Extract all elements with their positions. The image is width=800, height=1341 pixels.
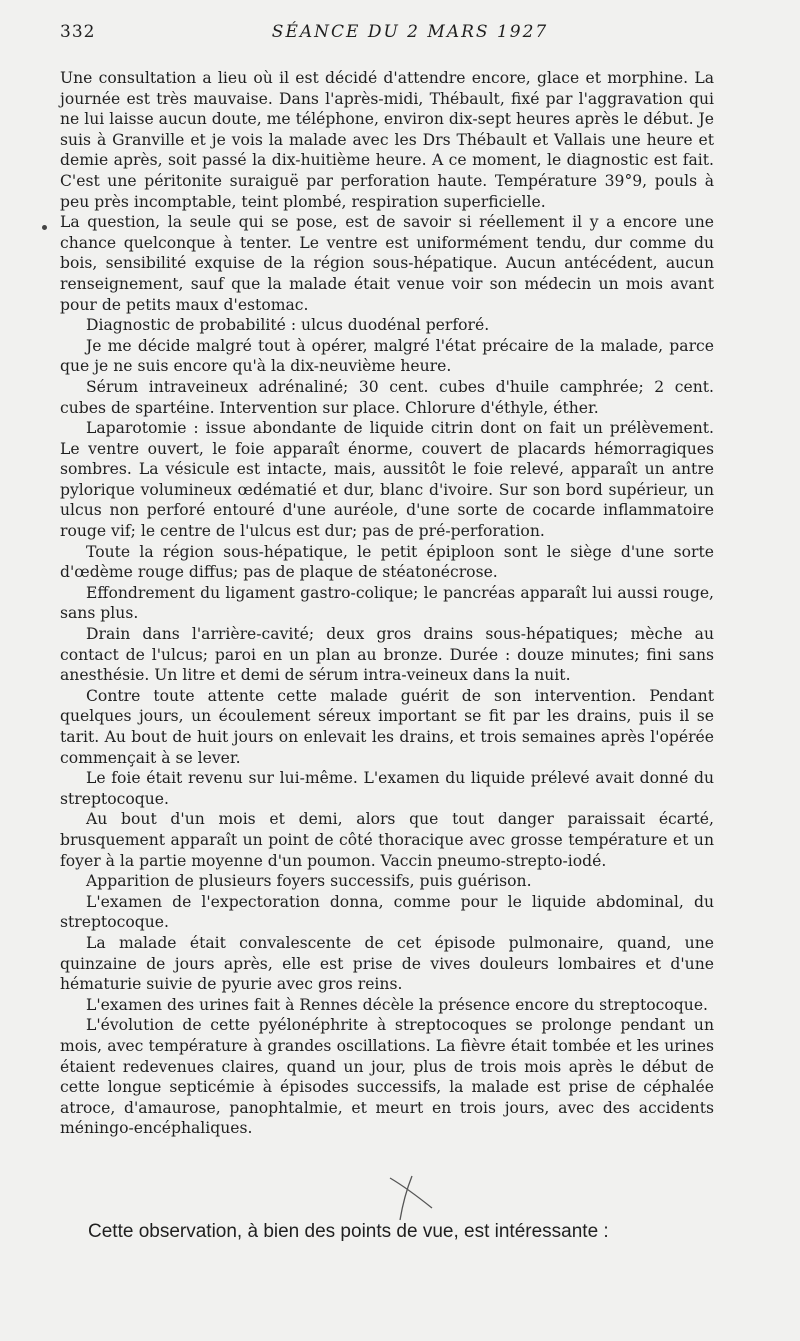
pen-mark-icon — [382, 1168, 442, 1228]
paragraph: Sérum intraveineux adrénaliné; 30 cent. cubes d'huile camphrée; 2 cent. cubes de spartéine. Intervention sur place. Chlorure d'éthyle, éther. — [60, 377, 714, 417]
page-header — [60, 22, 760, 50]
paragraph: L'évolution de cette pyélonéphrite à streptocoques se prolonge pendant un mois, avec température à grandes oscillations. La fièvre était tombée et les urines étaient redevenues claires, quand un jour, plus de trois mois après le début de cette longue septicémie à épisodes successifs, la malade est prise de céphalée atroce, d'amaurose, panophtalmie, et meurt en trois jours, avec des accidents méningo-encéphaliques. — [60, 1016, 714, 1138]
paragraph: Une consultation a lieu où il est décidé d'attendre encore, glace et morphine. La journée est très mauvaise. Dans l'après-midi, Thébault, fixé par l'aggravation qui ne lui laisse aucun doute, me téléphone, environ dix-sept heures après le début. Je suis à Granville et je vois la malade avec les Drs Thébault et Vallais une heure et demie après, soit passé la dix-huitième heure. A ce moment, le diagnostic est fait. C'est une péritonite suraiguë par perforation haute. Température 39°9, pouls à peu près incomptable, teint plombé, respiration superficielle. — [60, 69, 714, 211]
closing-line: Cette observation, à bien des points de vue, est intéressante : — [88, 1221, 609, 1242]
paragraph: L'examen des urines fait à Rennes décèle la présence encore du streptocoque. — [86, 995, 709, 1014]
article-body — [60, 68, 714, 1139]
paragraph: Je me décide malgré tout à opérer, malgré l'état précaire de la malade, parce que je ne suis encore qu'à la dix-neuvième heure. — [60, 336, 714, 376]
paragraph: Le foie était revenu sur lui-même. L'examen du liquide prélevé avait donné du streptocoque. — [60, 769, 714, 808]
paragraph: Diagnostic de probabilité : ulcus duodénal perforé. — [86, 316, 490, 335]
paragraph: La malade était convalescente de cet épisode pulmonaire, quand, une quinzaine de jours après, elle est prise de vives douleurs lombaires et d'une hématurie suivie de pyurie avec gros reins. — [60, 933, 714, 994]
paragraph: Drain dans l'arrière-cavité; deux gros drains sous-hépatiques; mèche au contact de l'ulcus; paroi en un plan au bronze. Durée : douze minutes; fini sans anesthésie. Un litre et demi de sérum intra-veineux dans la nuit. — [60, 625, 714, 685]
paragraph: Effondrement du ligament gastro-colique; le pancréas apparaît lui aussi rouge, sans plus. — [60, 583, 714, 623]
margin-dot — [42, 225, 47, 230]
paragraph: La question, la seule qui se pose, est de savoir si réellement il y a encore une chance quelconque à tenter. Le ventre est uniformément tendu, dur comme du bois, sensibilité exquise de la région sous-hépatique. Aucun antécédent, aucun renseignement, sauf que la malade était venue voir son médecin un mois avant pour de petits maux d'estomac. — [60, 213, 714, 314]
paragraph: L'examen de l'expectoration donna, comme pour le liquide abdominal, du streptocoque. — [60, 892, 714, 932]
paragraph: Laparotomie : issue abondante de liquide citrin dont on fait un prélèvement. Le ventre ouvert, le foie apparaît énorme, couvert de placards hémorragiques sombres. La vésicule est intacte, mais, aussitôt le foie relevé, apparaît un antre pylorique volumineux œdématié et dur, blanc d'ivoire. Sur son bord supérieur, un ulcus non perforé entouré d'une auréole, d'une sorte de cocarde inflammatoire rouge vif; le centre de l'ulcus est dur; pas de pré-perforation. — [60, 419, 714, 541]
paragraph: Contre toute attente cette malade guérit de son intervention. Pendant quelques jours, un écoulement séreux important se fit par les drains, puis il se tarit. Au bout de huit jours on enlevait les drains, et trois semaines après l'opérée commençait à se lever. — [60, 686, 714, 767]
paragraph: Toute la région sous-hépatique, le petit épiploon sont le siège d'une sorte d'œdème rouge diffus; pas de plaque de stéatonécrose. — [60, 542, 714, 582]
running-title: SÉANCE DU 2 MARS 1927 — [271, 22, 549, 42]
page-number: 332 — [60, 22, 96, 42]
paragraph: Au bout d'un mois et demi, alors que tout danger paraissait écarté, brusquement apparaît un point de côté thoracique avec grosse température et un foyer à la partie moyenne d'un poumon. Vaccin pneumo-strepto-iodé. — [60, 810, 714, 870]
paragraph: Apparition de plusieurs foyers successifs, puis guérison. — [86, 872, 532, 891]
